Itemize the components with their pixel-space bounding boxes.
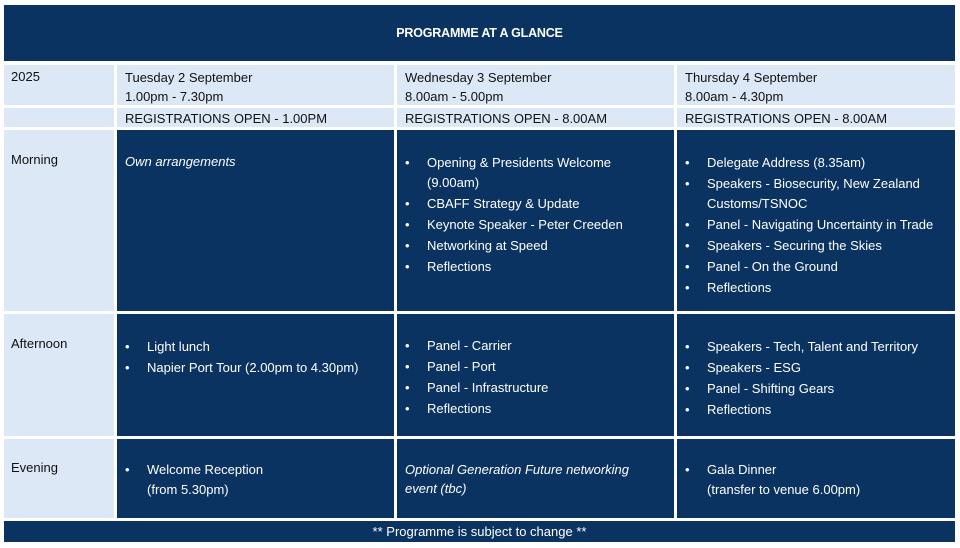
registration-row-label — [4, 108, 114, 127]
agenda-item: • Speakers - ESG — [685, 358, 947, 378]
afternoon-thursday — [677, 314, 955, 436]
session-label-afternoon: Afternoon — [4, 314, 114, 436]
agenda-item: • Networking at Speed — [405, 236, 666, 256]
day-header-tuesday — [117, 65, 394, 105]
agenda-item: • Opening & Presidents Welcome (9.00am) — [405, 153, 666, 193]
agenda-item: • Delegate Address (8.35am) — [685, 153, 947, 173]
morning-thursday — [677, 130, 955, 311]
agenda-list — [117, 439, 394, 500]
afternoon-wednesday — [397, 314, 674, 436]
agenda-list — [677, 130, 955, 298]
agenda-item: • Reflections — [405, 257, 666, 277]
agenda-item: • Panel - Shifting Gears — [685, 379, 947, 399]
agenda-item: • Panel - Carrier — [405, 336, 666, 356]
programme-footer-note: ** Programme is subject to change ** — [4, 521, 955, 542]
agenda-item: • CBAFF Strategy & Update — [405, 194, 666, 214]
agenda-item: • Light lunch — [125, 337, 386, 357]
day-time: 8.00am - 5.00pm — [405, 89, 504, 104]
session-label-morning: Morning — [4, 130, 114, 311]
programme-title: PROGRAMME AT A GLANCE — [4, 5, 955, 61]
day-name: Tuesday 2 September — [125, 70, 253, 85]
day-time: 8.00am - 4.30pm — [685, 89, 784, 104]
agenda-item: • Keynote Speaker - Peter Creeden — [405, 215, 666, 235]
agenda-item: • Welcome Reception (from 5.30pm) — [125, 460, 386, 500]
agenda-item: • Panel - Infrastructure — [405, 378, 666, 398]
agenda-item: • Speakers - Biosecurity, New Zealand Customs/TSNOC — [685, 174, 947, 214]
agenda-list — [397, 130, 674, 277]
agenda-list — [677, 439, 955, 500]
evening-tuesday — [117, 439, 394, 518]
day-header-wednesday — [397, 65, 674, 105]
agenda-item: • Panel - Port — [405, 357, 666, 377]
session-label-evening: Evening — [4, 439, 114, 518]
agenda-item: • Panel - Navigating Uncertainty in Trade — [685, 215, 947, 235]
registration-thursday: REGISTRATIONS OPEN - 8.00AM — [677, 108, 955, 127]
agenda-item: • Speakers - Tech, Talent and Territory — [685, 337, 947, 357]
day-name: Thursday 4 September — [685, 70, 818, 85]
evening-wednesday-note: Optional Generation Future networking event (tbc) — [397, 439, 674, 518]
day-name: Wednesday 3 September — [405, 70, 552, 85]
agenda-list — [117, 314, 394, 378]
day-time: 1.00pm - 7.30pm — [125, 89, 224, 104]
agenda-list — [397, 314, 674, 419]
morning-wednesday — [397, 130, 674, 311]
agenda-item: • Reflections — [685, 278, 947, 298]
afternoon-tuesday — [117, 314, 394, 436]
evening-thursday — [677, 439, 955, 518]
registration-tuesday: REGISTRATIONS OPEN - 1.00PM — [117, 108, 394, 127]
agenda-item: • Speakers - Securing the Skies — [685, 236, 947, 256]
agenda-item: • Napier Port Tour (2.00pm to 4.30pm) — [125, 358, 386, 378]
agenda-item: • Gala Dinner (transfer to venue 6.00pm) — [685, 460, 947, 500]
day-header-thursday — [677, 65, 955, 105]
registration-wednesday: REGISTRATIONS OPEN - 8.00AM — [397, 108, 674, 127]
agenda-item: • Reflections — [405, 399, 666, 419]
agenda-item: • Panel - On the Ground — [685, 257, 947, 277]
morning-tuesday-note: Own arrangements — [117, 130, 394, 311]
agenda-list — [677, 314, 955, 420]
year-label: 2025 — [4, 65, 114, 105]
agenda-item: • Reflections — [685, 400, 947, 420]
